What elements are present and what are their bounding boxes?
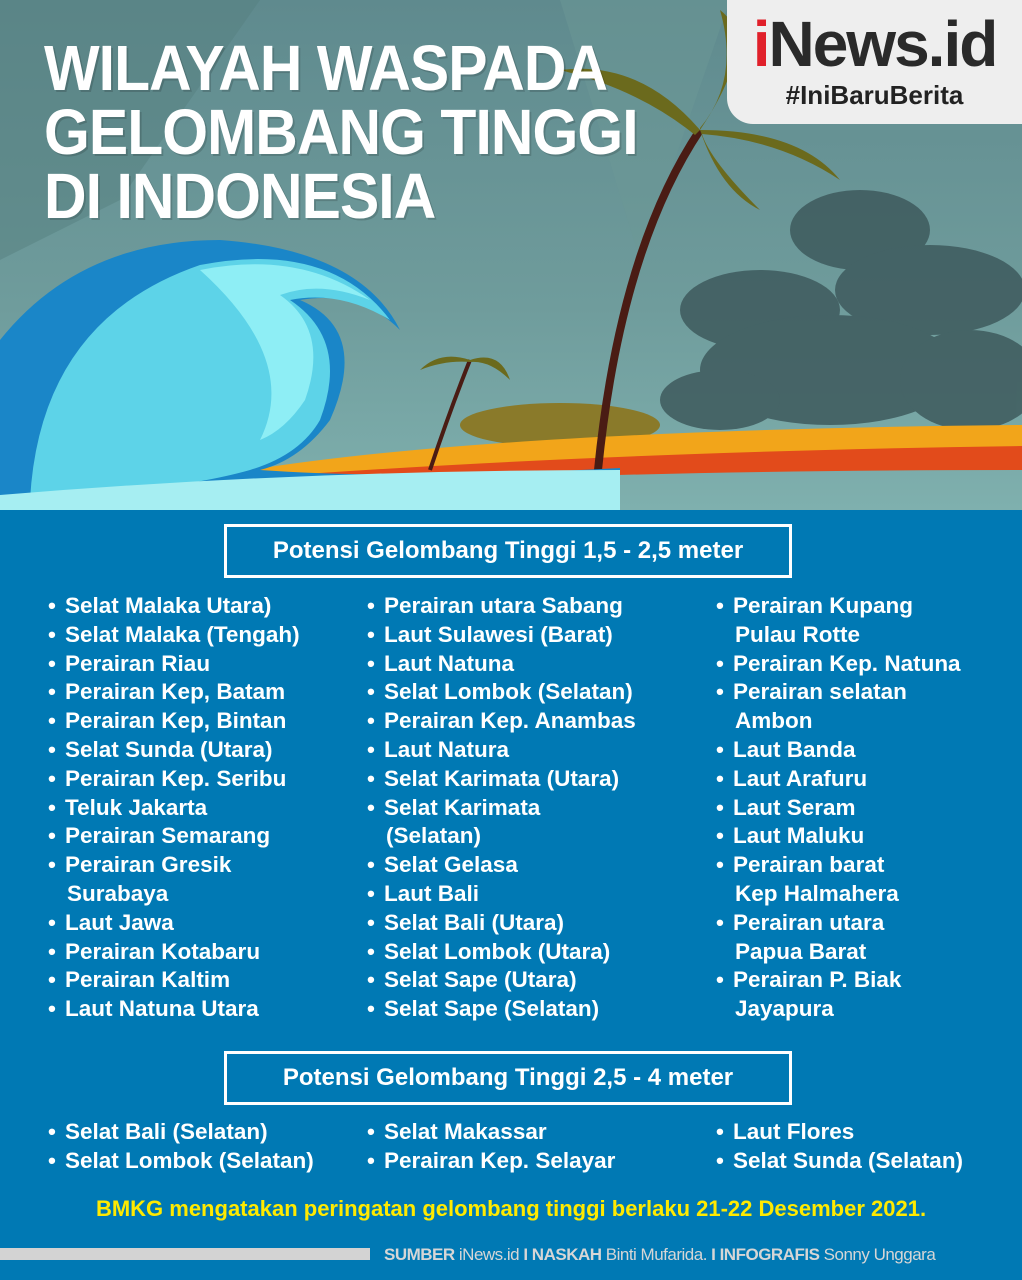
- list-item-label: Selat Lombok (Selatan): [65, 1147, 314, 1173]
- section2-column-1: [48, 1118, 314, 1176]
- list-item: [48, 909, 300, 938]
- list-item: [716, 966, 961, 1024]
- list-item: [48, 1147, 314, 1176]
- list-item: [716, 794, 961, 823]
- credits: [384, 1245, 935, 1265]
- list-item-label: Selat Sunda (Utara): [65, 736, 273, 762]
- credit-value: iNews.id: [454, 1245, 524, 1264]
- list-item-label: Perairan Riau: [65, 650, 211, 676]
- list-item-label: Selat Gelasa: [384, 852, 518, 878]
- credit-label: I INFOGRAFIS: [711, 1245, 820, 1264]
- list-item-label: Selat Bali (Selatan): [65, 1119, 268, 1144]
- list-item: [367, 707, 636, 736]
- list-item-continuation: Kep Halmahera: [735, 880, 899, 906]
- list-item-continuation: Surabaya: [67, 880, 169, 906]
- list-item: [367, 736, 636, 765]
- list-item: [367, 794, 636, 852]
- list-item-continuation: Jayapura: [735, 996, 834, 1022]
- list-item: [48, 966, 300, 995]
- list-item-label: Laut Natura: [384, 736, 510, 762]
- list-item-label: Selat Lombok (Utara): [384, 938, 611, 964]
- list-item-label: Perairan Kotabaru: [65, 938, 261, 964]
- page-title: [44, 32, 638, 232]
- section1-column-1: [48, 592, 300, 1024]
- list-item-continuation: (Selatan): [386, 823, 482, 849]
- list-item-label: Perairan Kaltim: [65, 967, 231, 993]
- list-item-label: Laut Jawa: [65, 909, 174, 935]
- list-item: [367, 880, 636, 909]
- list-item-label: Selat Sunda (Selatan): [733, 1147, 964, 1173]
- footer-divider: [0, 1248, 370, 1260]
- list-item: [716, 822, 961, 851]
- credit-label: SUMBER: [384, 1245, 455, 1264]
- list-item: [367, 650, 636, 679]
- list-item: [716, 592, 961, 650]
- list-item-label: Perairan Kep. Natuna: [733, 650, 961, 676]
- list-item-label: Perairan selatan: [733, 679, 907, 705]
- list-item: [367, 995, 636, 1024]
- list-item: [48, 592, 300, 621]
- list-item: [367, 966, 636, 995]
- list-item-label: Perairan barat: [733, 852, 885, 878]
- list-item: [48, 765, 300, 794]
- list-item: [367, 938, 636, 967]
- list-item-label: Teluk Jakarta: [65, 794, 208, 820]
- list-item-label: Laut Flores: [733, 1119, 855, 1144]
- list-item: [716, 851, 961, 909]
- title-line: WILAYAH WASPADA: [44, 32, 608, 104]
- list-item: [367, 765, 636, 794]
- title-line: GELOMBANG TINGGI: [44, 96, 638, 168]
- list-item-label: Perairan Semarang: [65, 823, 271, 849]
- list-item: [367, 1147, 615, 1176]
- list-item-label: Selat Malaka Utara): [65, 593, 272, 618]
- list-item-label: Selat Lombok (Selatan): [384, 679, 633, 705]
- list-item-label: Perairan Gresik: [65, 852, 232, 878]
- list-item: [716, 650, 961, 679]
- list-item-label: Laut Natuna: [384, 650, 515, 676]
- list-item: [48, 822, 300, 851]
- list-item-label: Laut Bali: [384, 880, 480, 906]
- list-item: [48, 938, 300, 967]
- list-item: [48, 621, 300, 650]
- list-item-label: Selat Sape (Utara): [384, 967, 577, 993]
- list-item: [48, 736, 300, 765]
- list-item: [48, 851, 300, 909]
- list-item-label: Perairan utara Sabang: [384, 593, 623, 618]
- section2-heading: Potensi Gelombang Tinggi 2,5 - 4 meter: [224, 1051, 792, 1105]
- logo-news: News.id: [768, 8, 997, 80]
- list-item: [48, 707, 300, 736]
- logo-tagline: #IniBaruBerita: [785, 80, 964, 110]
- list-item: [716, 909, 961, 967]
- credit-value: Binti Mufarida.: [601, 1245, 712, 1264]
- credit-label: I NASKAH: [523, 1245, 602, 1264]
- list-item-label: Laut Seram: [733, 794, 856, 820]
- list-item: [716, 1118, 963, 1147]
- list-item: [48, 1118, 314, 1147]
- warning-note: BMKG mengatakan peringatan gelombang tinggi berlaku 21-22 Desember 2021.: [95, 1196, 927, 1221]
- section1-heading: Potensi Gelombang Tinggi 1,5 - 2,5 meter: [224, 524, 792, 578]
- list-item: [367, 621, 636, 650]
- list-item-continuation: Papua Barat: [735, 938, 867, 964]
- section2-column-3: [716, 1118, 963, 1176]
- list-item: [716, 736, 961, 765]
- logo-wordmark: [727, 8, 1022, 80]
- title-line: DI INDONESIA: [44, 160, 436, 232]
- list-item-continuation: Ambon: [735, 708, 813, 734]
- hero-illustration: [0, 0, 1022, 510]
- list-item-label: Perairan Kep. Seribu: [65, 765, 287, 791]
- list-item: [48, 995, 300, 1024]
- list-item: [367, 678, 636, 707]
- list-item-label: Perairan Kep, Batam: [65, 679, 286, 705]
- list-item-label: Laut Natuna Utara: [65, 996, 259, 1022]
- list-item-label: Selat Karimata (Utara): [384, 765, 620, 791]
- list-item-label: Perairan Kupang: [733, 593, 914, 618]
- list-item-label: Selat Bali (Utara): [384, 909, 565, 935]
- list-item-label: Selat Karimata: [384, 794, 541, 820]
- list-item-label: Perairan Kep. Selayar: [384, 1147, 616, 1173]
- list-item: [367, 1118, 615, 1147]
- section2-column-2: [367, 1118, 615, 1176]
- list-item-label: Laut Arafuru: [733, 765, 868, 791]
- list-item: [716, 678, 961, 736]
- list-item-label: Perairan Kep, Bintan: [65, 708, 287, 734]
- list-item-continuation: Pulau Rotte: [735, 621, 861, 647]
- list-item-label: Laut Maluku: [733, 823, 865, 849]
- inews-logo: [727, 0, 1022, 124]
- list-item-label: Laut Banda: [733, 736, 856, 762]
- credit-value: Sonny Unggara: [819, 1245, 936, 1264]
- list-item-label: Selat Malaka (Tengah): [65, 621, 300, 647]
- section1-column-2: [367, 592, 636, 1024]
- list-item-label: Laut Sulawesi (Barat): [384, 621, 613, 647]
- logo-i: i: [752, 8, 769, 80]
- list-item-label: Selat Sape (Selatan): [384, 996, 600, 1022]
- list-item: [716, 1147, 963, 1176]
- list-item-label: Perairan Kep. Anambas: [384, 708, 636, 734]
- list-item: [367, 851, 636, 880]
- list-item: [716, 765, 961, 794]
- list-item: [48, 678, 300, 707]
- list-item: [367, 909, 636, 938]
- list-item: [367, 592, 636, 621]
- section1-column-3: [716, 592, 961, 1024]
- list-item: [48, 794, 300, 823]
- list-item-label: Perairan utara: [733, 909, 885, 935]
- list-item: [48, 650, 300, 679]
- list-item-label: Selat Makassar: [384, 1119, 547, 1144]
- list-item-label: Perairan P. Biak: [733, 967, 902, 993]
